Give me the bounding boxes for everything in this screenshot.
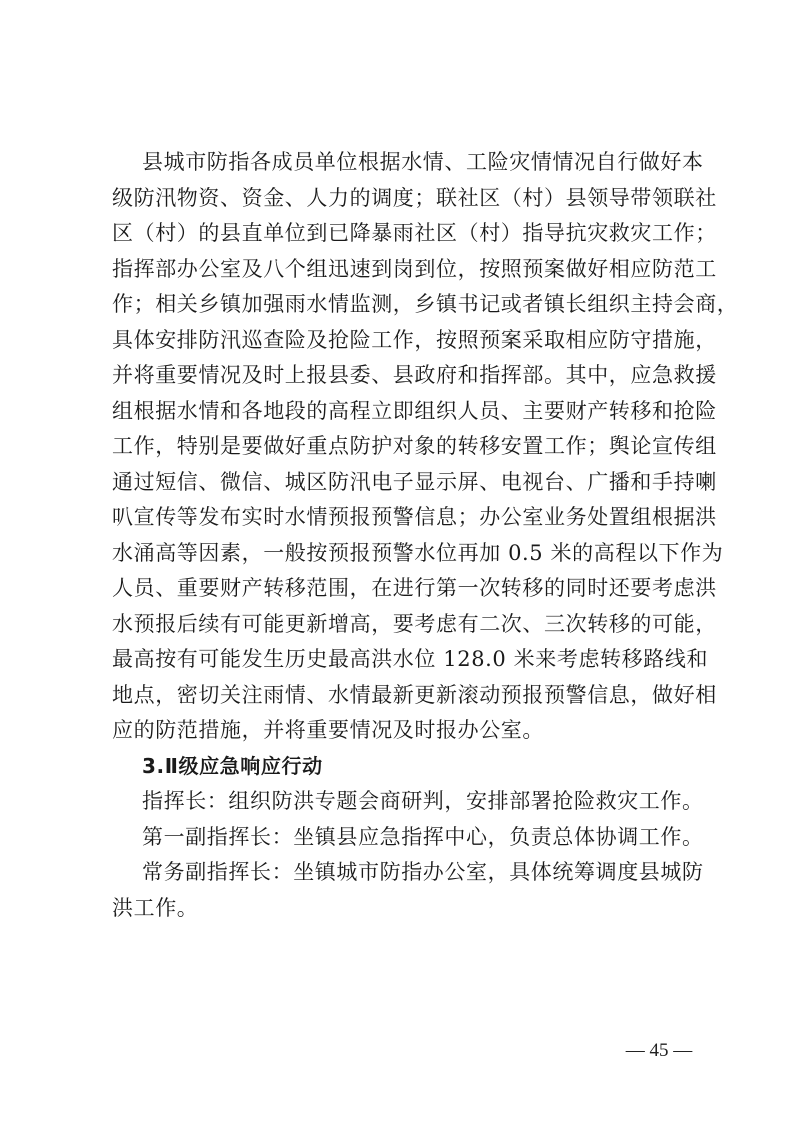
paragraph-line: 水预报后续有可能更新增高，要考虑有二次、三次转移的可能，: [112, 611, 717, 636]
paragraph-line: 作；相关乡镇加强雨水情监测，乡镇书记或者镇长组织主持会商，: [112, 292, 739, 316]
paragraph-line: 区（村）的县直单位到已降暴雨社区（村）指导抗灾救灾工作；: [112, 221, 717, 245]
paragraph-line: 指挥部办公室及八个组迅速到岗到位，按照预案做好相应防范工: [112, 256, 717, 281]
first-deputy-paragraph: 第一副指挥长：坐镇县应急指挥中心，负责总体协调工作。: [142, 824, 704, 849]
paragraph-line: 通过短信、微信、城区防汛电子显示屏、电视台、广播和手持喇: [112, 469, 717, 494]
paragraph-line: 组根据水情和各地段的高程立即组织人员、主要财产转移和抢险: [112, 398, 717, 423]
paragraph-line: 级防汛物资、资金、人力的调度；联社区（村）县领导带领联社: [112, 185, 717, 210]
paragraph-line: 具体安排防汛巡查险及抢险工作，按照预案采取相应防守措施，: [112, 327, 717, 352]
paragraph-line: 地点，密切关注雨情、水情最新更新滚动预报预警信息，做好相: [112, 682, 717, 707]
paragraph-line: 应的防范措施，并将重要情况及时报办公室。: [112, 718, 544, 742]
paragraph-line: 最高按有可能发生历史最高洪水位 128.0 米来考虑转移路线和: [112, 647, 709, 671]
paragraph-line: 并将重要情况及时上报县委、县政府和指挥部。其中，应急救援: [112, 363, 717, 387]
commander-paragraph: 指挥长：组织防洪专题会商研判，安排部署抢险救灾工作。: [142, 789, 704, 813]
page-number: — 45 —: [625, 1040, 693, 1061]
paragraph-line: 叭宣传等发布实时水情预报预警信息；办公室业务处置组根据洪: [112, 505, 717, 529]
paragraph-line: 水涌高等因素，一般按预报预警水位再加 0.5 米的高程以下作为: [112, 540, 724, 565]
executive-deputy-line: 常务副指挥长：坐镇城市防指办公室，具体统筹调度县城防: [142, 860, 704, 884]
body-text: [112, 145, 739, 926]
executive-deputy-line: 洪工作。: [112, 895, 199, 920]
section-heading: 3.Ⅱ级应急响应行动: [142, 753, 323, 778]
paragraph-line: 工作，特别是要做好重点防护对象的转移安置工作；舆论宣传组: [112, 434, 717, 458]
paragraph-line: 县城市防指各成员单位根据水情、工险灾情情况自行做好本: [142, 150, 704, 174]
paragraph-line: 人员、重要财产转移范围，在进行第一次转移的同时还要考虑洪: [112, 576, 717, 600]
